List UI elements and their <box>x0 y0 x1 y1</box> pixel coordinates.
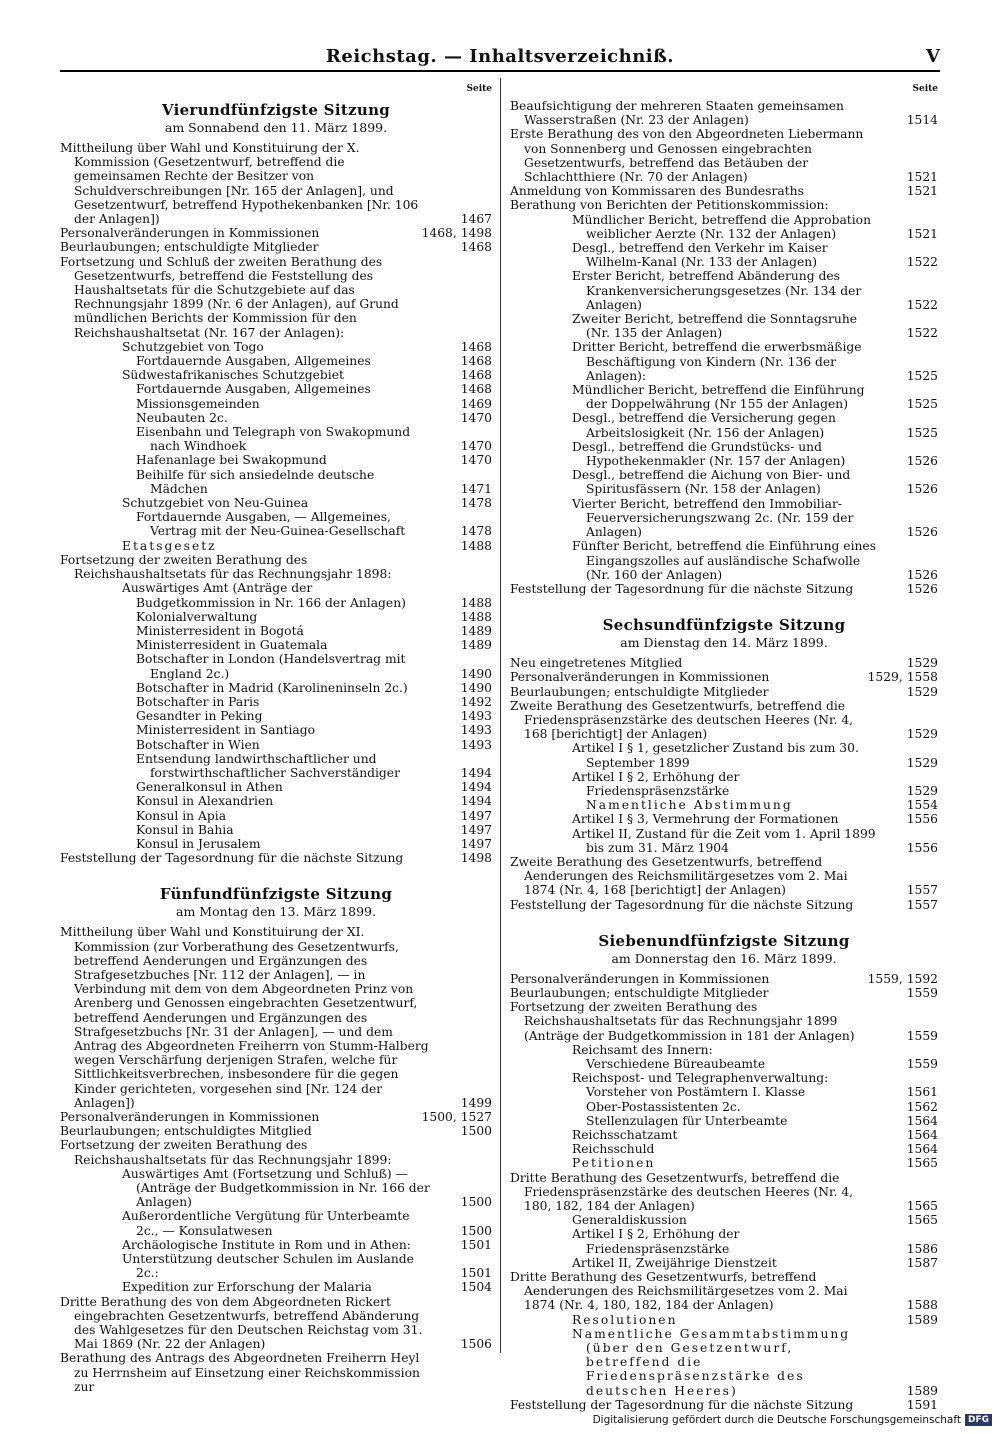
toc-entry <box>510 685 938 699</box>
toc-entry-page: 1557 <box>906 883 938 898</box>
toc-entry-page: 1471 <box>460 481 492 496</box>
toc-entry-text: Feststellung der Tagesordnung für die nächste Sitzung <box>60 851 404 866</box>
toc-entry <box>510 670 938 684</box>
toc-entry <box>510 1313 938 1327</box>
session-date: am Sonnabend den 11. März 1899. <box>164 120 388 135</box>
toc-entry-page: 1500 <box>460 1124 492 1139</box>
toc-entry-page: 1478 <box>460 496 492 511</box>
toc-entry-page: 1497 <box>460 808 492 823</box>
toc-entry-page: 1526 <box>906 567 938 582</box>
section-gap <box>510 596 938 612</box>
toc-entry <box>60 794 492 808</box>
toc-entry <box>510 1000 938 1043</box>
toc-entry <box>510 1114 938 1128</box>
toc-entry <box>510 1071 938 1085</box>
toc-entry <box>60 624 492 638</box>
toc-entry-text: Reichsamt des Innern: <box>572 1042 713 1057</box>
toc-entry-text: Eisenbahn und Telegraph von Swakopmund nach Windhoek <box>136 425 411 454</box>
toc-entry-text: Botschafter in Madrid (Karolineninseln 2c.) <box>136 680 408 695</box>
toc-entry <box>510 798 938 812</box>
toc-entry <box>510 241 938 269</box>
toc-entry <box>60 510 492 538</box>
toc-entry <box>510 1085 938 1099</box>
toc-entry-page: 1514 <box>906 113 938 128</box>
toc-entry-page: 1521 <box>906 226 938 241</box>
toc-entry <box>60 240 492 254</box>
toc-entry-text: Generalkonsul in Athen <box>136 780 283 795</box>
toc-entry-text: Personalveränderungen in Kommissionen <box>60 226 320 241</box>
toc-entry-text: Stellenzulagen für Unterbeamte <box>586 1113 788 1128</box>
toc-entry-text: Dritte Berathung des Gesetzentwurfs, betreffend die Friedenspräsenzstärke des deutschen Heeres (Nr. 4, 180, 182, 184 der Anlagen) <box>510 1170 854 1214</box>
toc-entry <box>510 1327 938 1398</box>
toc-entry-text: Konsul in Alexandrien <box>136 794 274 809</box>
toc-entry <box>510 1128 938 1142</box>
toc-entry-text: Feststellung der Tagesordnung für die nächste Sitzung <box>510 897 854 912</box>
toc-entry-page: 1470 <box>460 410 492 425</box>
toc-entry <box>60 1138 492 1166</box>
toc-entry-text: Zweite Berathung des Gesetzentwurfs, betreffend die Friedenspräsenzstärke des deutschen Heeres (Nr. 4, 168 [berichtigt] der Anlagen) <box>510 698 854 742</box>
toc-entry <box>60 1124 492 1138</box>
toc-entry-text: Feststellung der Tagesordnung für die nächste Sitzung <box>510 581 854 596</box>
toc-entry-page: 1557 <box>906 897 938 912</box>
session-title: Vierundfünfzigste Sitzung <box>161 101 391 119</box>
toc-entry <box>60 397 492 411</box>
toc-entry-text: Berathung von Berichten der Petitionskommission: <box>510 198 829 213</box>
toc-entry <box>60 823 492 837</box>
toc-entry <box>510 99 938 127</box>
toc-entry <box>60 752 492 780</box>
toc-entry-page: 1591 <box>906 1397 938 1412</box>
toc-entry-text: Namentliche Abstimmung <box>586 798 793 813</box>
toc-entry-page: 1489 <box>460 638 492 653</box>
toc-entry <box>60 411 492 425</box>
toc-entry-text: Schutzgebiet von Neu-Guinea <box>122 496 309 511</box>
toc-entry-page: 1493 <box>460 737 492 752</box>
toc-entry-page: 1488 <box>460 609 492 624</box>
session-title: Siebenundfünfzigste Sitzung <box>598 931 850 950</box>
toc-entry-page: 1525 <box>906 425 938 440</box>
toc-entry-text: Anmeldung von Kommissaren des Bundesraths <box>510 184 804 199</box>
toc-entry-page: 1490 <box>460 680 492 695</box>
toc-entry-text: Außerordentliche Vergütung für Unterbeamte 2c., — Konsulatwesen <box>122 1209 410 1238</box>
toc-entry-page: 1478 <box>460 524 492 539</box>
toc-entry-text: Desgl., betreffend den Verkehr im Kaiser Wilhelm-Kanal (Nr. 133 der Anlagen) <box>572 241 828 270</box>
toc-entry-page: 1565 <box>906 1156 938 1171</box>
toc-entry-text: Fortsetzung der zweiten Berathung des Reichshaushaltsetats für das Rechnungsjahr 1899: <box>60 1138 392 1167</box>
toc-entry <box>60 1110 492 1124</box>
toc-entry <box>510 312 938 340</box>
toc-entry-page: 1470 <box>460 439 492 454</box>
toc-entry <box>510 269 938 312</box>
toc-entry <box>60 1280 492 1294</box>
toc-entry-text: Archäologische Institute in Rom und in Athen: <box>122 1237 411 1252</box>
toc-entry-page: 1526 <box>906 525 938 540</box>
toc-entry-page: 1499 <box>460 1095 492 1110</box>
toc-entry-text: Reichsschatzamt <box>572 1128 678 1142</box>
footer-text: Digitalisierung gefördert durch die Deutsche Forschungsgemeinschaft <box>592 1414 961 1426</box>
toc-entry-page: 1529 <box>906 684 938 699</box>
toc-entry <box>60 539 492 553</box>
toc-entry <box>60 780 492 794</box>
toc-entry-text: Vierter Bericht, betreffend den Immobiliar-Feuerversicherungszwang 2c. (Nr. 159 der Anlagen) <box>572 496 854 540</box>
toc-entry <box>60 255 492 340</box>
toc-entry-text: Fortdauernde Ausgaben, Allgemeines <box>136 354 371 369</box>
toc-entry-text: Personalveränderungen in Kommissionen <box>60 1110 320 1124</box>
toc-entry <box>510 827 938 855</box>
toc-entry-page: 1526 <box>906 454 938 469</box>
toc-entry-page: 1587 <box>906 1255 938 1270</box>
session-date: am Dienstag den 14. März 1899. <box>620 635 828 651</box>
toc-entry-text: Beurlaubungen; entschuldigte Mitglieder <box>60 240 319 255</box>
toc-entry-text: Kolonialverwaltung <box>136 609 258 624</box>
toc-entry-text: Dritter Bericht, betreffend die erwerbsmäßige Beschäftigung von Kindern (Nr. 136 der Anlagen): <box>572 340 862 383</box>
toc-entry <box>510 1142 938 1156</box>
toc-entry <box>60 354 492 368</box>
toc-entry <box>60 496 492 510</box>
toc-entry-page: 1529 <box>906 656 938 671</box>
toc-entry <box>510 1043 938 1057</box>
toc-entry-page: 1522 <box>906 297 938 312</box>
toc-entry-page: 1564 <box>906 1113 938 1128</box>
toc-entry-text: Beurlaubungen; entschuldigte Mitglieder <box>510 684 769 699</box>
toc-entry <box>60 1238 492 1252</box>
session-title: Sechsundfünfzigste Sitzung <box>602 616 846 635</box>
toc-entry <box>510 198 938 212</box>
toc-entry-page: 1588 <box>906 1298 938 1313</box>
toc-entry-page: 1467 <box>460 212 492 227</box>
toc-entry <box>60 368 492 382</box>
toc-entry-text: Desgl., betreffend die Versicherung gegen Arbeitslosigkeit (Nr. 156 der Anlagen) <box>572 411 836 440</box>
toc-entry-text: Zweiter Bericht, betreffend die Sonntagsruhe (Nr. 135 der Anlagen) <box>572 312 858 341</box>
toc-entry-page: 1521 <box>906 184 938 199</box>
toc-entry-text: Dritte Berathung des Gesetzentwurfs, betreffend Aenderungen des Reichsmilitärgesetzes vom 2. Mai 1874 (Nr. 4, 180, 182, 184 der Anlagen) <box>510 1270 848 1313</box>
toc-entry-page: 1522 <box>906 326 938 341</box>
toc-entry-text: Artikel I § 3, Vermehrung der Formationen <box>572 812 839 827</box>
toc-entry-page: 1564 <box>906 1142 938 1157</box>
toc-entry-text: Fortdauernde Ausgaben, — Allgemeines, Vertrag mit der Neu-Guinea-Gesellschaft <box>136 510 406 539</box>
toc-entry <box>60 738 492 752</box>
toc-entry <box>60 340 492 354</box>
toc-entry-page: 1489 <box>460 623 492 638</box>
toc-entry-text: Expedition zur Erforschung der Malaria <box>122 1280 372 1295</box>
toc-entry-page: 1492 <box>460 694 492 709</box>
header-rule <box>60 70 940 72</box>
toc-entry <box>60 141 492 226</box>
toc-entry <box>510 812 938 826</box>
toc-entry <box>510 582 938 596</box>
toc-entry <box>60 851 492 865</box>
toc-entry <box>60 1209 492 1237</box>
toc-entry <box>60 425 492 453</box>
toc-entry-text: Reichsschuld <box>572 1142 655 1157</box>
toc-entry-text: Ministerresident in Santiago <box>136 723 316 738</box>
page-header <box>60 46 940 70</box>
toc-entry-text: Konsul in Jerusalem <box>136 836 261 851</box>
toc-entry-page: 1501 <box>460 1237 492 1252</box>
toc-entry-text: Artikel II, Zustand für die Zeit vom 1. April 1899 bis zum 31. März 1904 <box>572 826 876 855</box>
toc-entry-text: Mündlicher Bericht, betreffend die Approbation weiblicher Aerzte (Nr. 132 der Anlagen) <box>572 212 871 241</box>
toc-entry-page: 1494 <box>460 780 492 795</box>
toc-entry-page: 1470 <box>460 453 492 468</box>
toc-entry <box>60 925 492 1110</box>
toc-entry <box>60 681 492 695</box>
toc-entry-text: Artikel II, Zweijährige Dienstzeit <box>572 1255 777 1270</box>
toc-entry-text: Beihilfe für sich ansiedelnde deutsche Mädchen <box>136 467 375 496</box>
page-number: V <box>926 46 940 67</box>
toc-entry-page: 1501 <box>460 1266 492 1281</box>
section-gap <box>60 865 492 881</box>
session-date: am Donnerstag den 16. März 1899. <box>611 950 837 966</box>
toc-entry-text: Fünfter Bericht, betreffend die Einführung eines Eingangszolles auf ausländische Schafwolle (Nr. 160 der Anlagen) <box>572 539 877 582</box>
toc-entry-page: 1500 <box>460 1195 492 1210</box>
dfg-logo: DFG <box>965 1414 992 1426</box>
toc-entry-page: 1526 <box>906 482 938 497</box>
seite-label: Seite <box>912 84 938 94</box>
toc-entry <box>510 898 938 912</box>
toc-entry <box>510 440 938 468</box>
toc-entry-text: Berathung des Antrags des Abgeordneten Freiherrn Heyl zu Herrnsheim auf Einsetzung einer Reichskommission zur <box>60 1351 420 1394</box>
toc-entry-page: 1559 <box>906 985 938 1000</box>
toc-entry-text: Beurlaubungen; entschuldigte Mitglieder <box>510 985 769 1000</box>
toc-entry <box>60 382 492 396</box>
toc-entry-text: Mittheilung über Wahl und Konstituirung der X. Kommission (Gesetzentwurf, betreffend die gemeinsamen Rechte der Besitzer von Schuldverschreibungen [Nr. 165 der Anlagen], und Gesetzentwurf, betreffend Hypothekenbanken [Nr. 106 der Anlagen]) <box>60 141 419 227</box>
toc-entry-text: Vorsteher von Postämtern I. Klasse <box>586 1085 806 1100</box>
toc-entry-page: 1526 <box>906 581 938 596</box>
toc-entry-page: 1525 <box>906 397 938 412</box>
toc-entry <box>60 610 492 624</box>
toc-entry <box>510 213 938 241</box>
toc-entry <box>60 709 492 723</box>
toc-entry-text: Botschafter in Wien <box>136 737 260 752</box>
toc-entry <box>510 1270 938 1313</box>
toc-entry-text: Namentliche Gesammtabstimmung (über den Gesetzentwurf, betreffend die Friedenspräsenzstärke des deutschen Heeres) <box>572 1326 851 1398</box>
toc-entry-text: Erster Bericht, betreffend Abänderung des Krankenversicherungsgesetzes (Nr. 134 der Anlagen) <box>572 269 862 312</box>
toc-entry <box>510 383 938 411</box>
toc-entry-page: 1493 <box>460 709 492 724</box>
toc-entry <box>60 652 492 680</box>
toc-entry-text: Konsul in Apia <box>136 808 227 823</box>
toc-entry <box>510 340 938 383</box>
toc-entry-text: Ministerresident in Bogotá <box>136 623 304 638</box>
toc-entry-text: Hafenanlage bei Swakopmund <box>136 453 327 468</box>
toc-entry-text: Entsendung landwirthschaftlicher und forstwirthschaftlicher Sachverständiger <box>136 751 400 780</box>
toc-entry-text: Ober-Postassistenten 2c. <box>586 1099 741 1114</box>
toc-entry-page: 1564 <box>906 1128 938 1142</box>
toc-entry-page: 1468 <box>460 354 492 369</box>
toc-entry-page: 1506 <box>460 1337 492 1352</box>
toc-entry <box>510 656 938 670</box>
toc-entry-page: 1559 <box>906 1056 938 1071</box>
header-title: Reichstag. — Inhaltsverzeichniß. <box>325 46 675 67</box>
toc-entry-text: Missionsgemeinden <box>136 396 260 411</box>
toc-entry-page: 1589 <box>906 1312 938 1327</box>
toc-entry-page: 1468, 1498 <box>421 226 492 241</box>
toc-entry-text: Reichspost- und Telegraphenverwaltung: <box>572 1071 829 1086</box>
toc-entry-text: Desgl., betreffend die Aichung von Bier- und Spiritusfässern (Nr. 158 der Anlagen) <box>572 468 851 497</box>
toc-entry-text: Generaldiskussion <box>572 1213 687 1228</box>
toc-entry-page: 1504 <box>460 1280 492 1295</box>
toc-entry-text: Artikel I § 2, Erhöhung der Friedenspräsenzstärke <box>572 1227 740 1256</box>
toc-entry <box>60 638 492 652</box>
toc-entry-page: 1529 <box>906 783 938 798</box>
toc-entry-text: Personalveränderungen in Kommissionen <box>510 670 770 685</box>
toc-entry-text: Konsul in Bahia <box>136 822 234 837</box>
toc-entry <box>60 837 492 851</box>
toc-entry-text: Gesandter in Peking <box>136 709 263 724</box>
toc-entry <box>510 468 938 496</box>
toc-entry-page: 1469 <box>460 396 492 411</box>
toc-entry-page: 1497 <box>460 836 492 851</box>
toc-entry <box>510 1398 938 1412</box>
toc-entry-text: Mittheilung über Wahl und Konstituirung der XI. Kommission (zur Vorberathung des Gesetzentwurfs, betreffend Aenderungen und Ergänzungen des Strafgesetzbuches [Nr. 112 der Anlagen], — in Verbindung mit dem von dem Abgeordneten Prinz von Arenberg und Genossen eingebrachten Gesetzentwurf, betreffend Aenderungen und Ergänzungen des Strafgesetzbuchs [Nr. 31 der Anlagen], — und dem Antrag des Abgeordneten Freiherrn von Stumm-Halberg wegen Verschärfung derjenigen Strafen, welche für Sittlichkeitsverbrechen, insbesondere für die gegen Kinder gerichteten, vorgesehen sind [Nr. 124 der Anlagen]) <box>60 925 429 1110</box>
toc-entry-text: Dritte Berathung des von dem Abgeordneten Rickert eingebrachten Gesetzentwurfs, betreffend Abänderung des Wahlgesetzes für den Deutschen Reichstag vom 31. Mai 1869 (Nr. 22 der Anlagen) <box>60 1294 423 1352</box>
toc-entry-page: 1498 <box>460 851 492 866</box>
toc-entry <box>510 1227 938 1255</box>
toc-entry-page: 1554 <box>906 798 938 813</box>
toc-entry-page: 1488 <box>460 538 492 553</box>
column-divider <box>500 78 501 1353</box>
toc-entry <box>60 468 492 496</box>
toc-entry-text: Artikel I § 1, gesetzlicher Zustand bis zum 30. September 1899 <box>572 741 859 770</box>
right-column <box>510 84 938 1412</box>
toc-entry-page: 1494 <box>460 765 492 780</box>
session-title: Fünfundfünfzigste Sitzung <box>159 885 393 904</box>
left-entry-list <box>60 101 492 1394</box>
toc-entry <box>60 723 492 737</box>
toc-entry <box>60 1295 492 1352</box>
toc-entry-page: 1497 <box>460 822 492 837</box>
toc-entry-text: Desgl., betreffend die Grundstücks- und Hypothekenmakler (Nr. 157 der Anlagen) <box>572 439 846 469</box>
toc-entry-text: Petitionen <box>572 1156 656 1171</box>
toc-entry-page: 1468 <box>460 240 492 255</box>
toc-entry <box>510 184 938 198</box>
toc-entry <box>60 1351 492 1394</box>
toc-entry-text: Ministerresident in Guatemala <box>136 638 328 653</box>
toc-entry <box>510 1057 938 1071</box>
toc-entry-page: 1490 <box>460 666 492 681</box>
toc-entry-text: Erste Berathung des von den Abgeordneten Liebermann von Sonnenberg und Genossen eingebrachten Gesetzentwurfs, betreffend das Betäuben der Schlachtthiere (Nr. 70 der Anlagen) <box>510 127 864 185</box>
footer <box>593 1414 992 1426</box>
toc-entry <box>510 411 938 439</box>
toc-entry <box>510 986 938 1000</box>
toc-entry-text: Auswärtiges Amt (Fortsetzung und Schluß) — (Anträge der Budgetkommission in Nr. 166 der Anlagen) <box>122 1166 430 1210</box>
toc-entry <box>510 1256 938 1270</box>
toc-entry <box>510 855 938 898</box>
toc-entry-page: 1468 <box>460 368 492 383</box>
toc-entry-page: 1500, 1527 <box>421 1110 492 1124</box>
toc-entry <box>510 1171 938 1214</box>
toc-entry-text: Auswärtiges Amt (Anträge der Budgetkommission in Nr. 166 der Anlagen) <box>122 581 406 610</box>
toc-entry-text: Zweite Berathung des Gesetzentwurfs, betreffend Aenderungen des Reichsmilitärgesetzes vom 2. Mai 1874 (Nr. 4, 168 [berichtigt] der Anlagen) <box>510 854 848 898</box>
right-entry-list <box>510 99 938 1412</box>
toc-entry <box>60 695 492 709</box>
toc-entry-text: Fortsetzung der zweiten Berathung des Reichshaushaltsetats für das Rechnungsjahr 1898: <box>60 552 392 582</box>
toc-entry-page: 1522 <box>906 255 938 270</box>
toc-entry-page: 1559, 1592 <box>867 971 938 986</box>
toc-entry <box>60 226 492 240</box>
toc-entry-text: Etatsgesetz <box>122 538 217 553</box>
toc-entry-text: Fortsetzung und Schluß der zweiten Berathung des Gesetzentwurfs, betreffend die Feststellung des Haushaltsetats für die Schutzgebiete auf das Rechnungsjahr 1899 (Nr. 6 der Anlagen), auf Grund mündlichen Berichts der Kommission für den Reichshaushaltsetat (Nr. 167 der Anlagen): <box>60 254 399 340</box>
toc-entry-page: 1494 <box>460 794 492 809</box>
toc-entry-text: Feststellung der Tagesordnung für die nächste Sitzung <box>510 1397 854 1412</box>
toc-entry-page: 1493 <box>460 723 492 738</box>
toc-entry <box>510 1156 938 1170</box>
toc-entry <box>510 497 938 540</box>
toc-entry <box>510 741 938 769</box>
toc-entry <box>60 809 492 823</box>
seite-label: Seite <box>466 84 492 94</box>
toc-entry-text: Verschiedene Büreaubeamte <box>586 1056 766 1071</box>
toc-entry <box>510 770 938 798</box>
toc-entry <box>510 972 938 986</box>
toc-entry-text: Schutzgebiet von Togo <box>122 339 264 354</box>
toc-entry-page: 1565 <box>906 1213 938 1228</box>
toc-entry-page: 1529, 1558 <box>867 670 938 685</box>
toc-entry-page: 1559 <box>906 1028 938 1043</box>
toc-entry-page: 1561 <box>906 1085 938 1100</box>
toc-entry-page: 1468 <box>460 382 492 397</box>
toc-entry-page: 1565 <box>906 1199 938 1214</box>
toc-entry-page: 1586 <box>906 1241 938 1256</box>
toc-entry <box>60 453 492 467</box>
toc-entry <box>60 581 492 609</box>
toc-entry <box>510 699 938 742</box>
toc-entry-page: 1589 <box>906 1383 938 1398</box>
toc-entry-text: Personalveränderungen in Kommissionen <box>510 971 770 986</box>
left-column <box>60 84 492 1394</box>
toc-entry-text: Unterstützung deutscher Schulen im Auslande 2c.: <box>122 1252 414 1281</box>
toc-entry-page: 1468 <box>460 339 492 354</box>
toc-entry <box>510 539 938 582</box>
toc-entry <box>510 1213 938 1227</box>
toc-entry-page: 1488 <box>460 595 492 610</box>
toc-entry-text: Südwestafrikanisches Schutzgebiet <box>122 368 344 383</box>
toc-entry-text: Beurlaubungen; entschuldigtes Mitglied <box>60 1124 312 1139</box>
toc-entry <box>510 127 938 184</box>
toc-entry-page: 1529 <box>906 727 938 742</box>
toc-entry-page: 1529 <box>906 755 938 770</box>
toc-entry-text: Artikel I § 2, Erhöhung der Friedenspräsenzstärke <box>572 769 740 798</box>
toc-entry-text: Fortsetzung der zweiten Berathung des Reichshaushaltsetats für das Rechnungsjahr 1899 (Anträge der Budgetkommission in 181 der Anlagen) <box>510 1000 855 1043</box>
toc-entry-page: 1521 <box>906 170 938 185</box>
toc-entry-text: Neu eingetretenes Mitglied <box>510 656 683 671</box>
toc-entry-page: 1562 <box>906 1099 938 1114</box>
toc-entry-text: Neubauten 2c. <box>136 410 228 425</box>
toc-entry-text: Mündlicher Bericht, betreffend die Einführung der Doppelwährung (Nr 155 der Anlagen) <box>572 383 865 412</box>
session-date: am Montag den 13. März 1899. <box>176 904 376 920</box>
toc-entry <box>60 553 492 581</box>
toc-entry-text: Resolutionen <box>572 1312 678 1327</box>
toc-entry-page: 1556 <box>906 812 938 827</box>
toc-entry-text: Beaufsichtigung der mehreren Staaten gemeinsamen Wasserstraßen (Nr. 23 der Anlagen) <box>510 99 844 128</box>
toc-entry-page: 1500 <box>460 1223 492 1238</box>
toc-entry <box>60 1167 492 1210</box>
section-gap <box>510 912 938 928</box>
toc-entry-text: Fortdauernde Ausgaben, Allgemeines <box>136 382 371 397</box>
toc-entry-page: 1525 <box>906 368 938 383</box>
toc-entry <box>60 1252 492 1280</box>
toc-entry-text: Botschafter in London (Handelsvertrag mit England 2c.) <box>136 652 406 681</box>
toc-entry-page: 1556 <box>906 840 938 855</box>
toc-entry <box>510 1100 938 1114</box>
toc-entry-text: Botschafter in Paris <box>136 694 260 709</box>
